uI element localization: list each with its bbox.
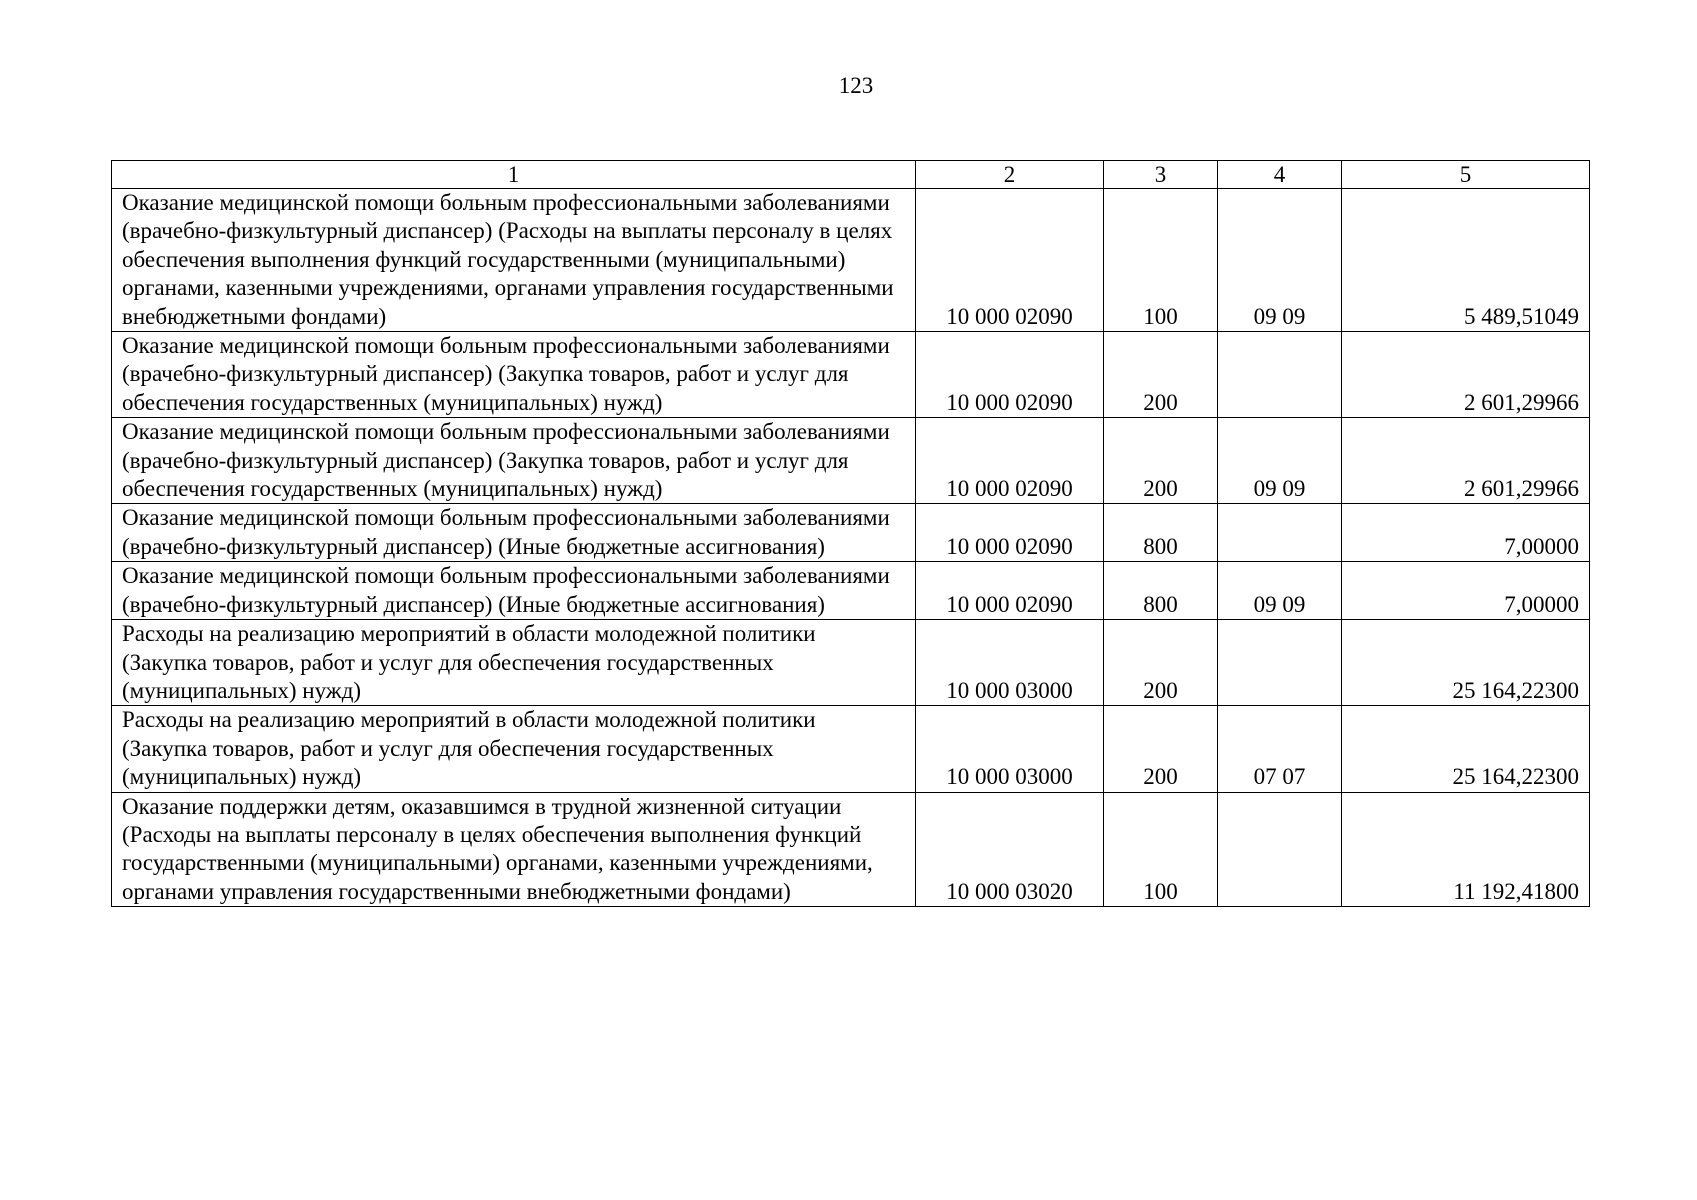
table-row (112, 562, 1590, 620)
amount-cell: 5 489,51049 (1342, 189, 1590, 332)
expense-type-cell: 200 (1104, 620, 1218, 706)
amount-cell: 11 192,41800 (1342, 792, 1590, 907)
expense-type-cell: 100 (1104, 792, 1218, 907)
section-subsection-cell: 09 09 (1218, 189, 1342, 332)
table-header-row (112, 161, 1590, 189)
expense-type-cell: 200 (1104, 418, 1218, 504)
amount-cell: 25 164,22300 (1342, 620, 1590, 706)
target-article-cell: 10 000 03020 (916, 792, 1104, 907)
expense-name-cell: Оказание медицинской помощи больным профессиональными заболеваниями (врачебно-физкультурный диспансер) (Иные бюджетные ассигнования) (112, 504, 916, 562)
target-article-cell: 10 000 02090 (916, 418, 1104, 504)
target-article-cell: 10 000 02090 (916, 189, 1104, 332)
target-article-cell: 10 000 02090 (916, 504, 1104, 562)
target-article-cell: 10 000 02090 (916, 332, 1104, 418)
column-header-3: 3 (1104, 161, 1218, 189)
expense-type-cell: 100 (1104, 189, 1218, 332)
table-row (112, 504, 1590, 562)
amount-cell: 7,00000 (1342, 562, 1590, 620)
column-header-1: 1 (112, 161, 916, 189)
page-number: 123 (838, 73, 874, 98)
expense-type-cell: 200 (1104, 332, 1218, 418)
expense-name-cell: Расходы на реализацию мероприятий в области молодежной политики (Закупка товаров, работ и услуг для обеспечения государственных (муниципальных) нужд) (112, 706, 916, 792)
section-subsection-cell: 09 09 (1218, 562, 1342, 620)
expense-name-cell: Оказание медицинской помощи больным профессиональными заболеваниями (врачебно-физкультурный диспансер) (Закупка товаров, работ и услуг для обеспечения государственных (муниципальных) нужд) (112, 332, 916, 418)
table-row (112, 620, 1590, 706)
amount-cell: 25 164,22300 (1342, 706, 1590, 792)
section-subsection-cell (1218, 792, 1342, 907)
section-subsection-cell: 07 07 (1218, 706, 1342, 792)
table-row (112, 189, 1590, 332)
budget-table (111, 160, 1590, 907)
table-row (112, 706, 1590, 792)
section-subsection-cell: 09 09 (1218, 418, 1342, 504)
section-subsection-cell (1218, 332, 1342, 418)
expense-name-cell: Расходы на реализацию мероприятий в области молодежной политики (Закупка товаров, работ и услуг для обеспечения государственных (муниципальных) нужд) (112, 620, 916, 706)
expense-name-cell: Оказание медицинской помощи больным профессиональными заболеваниями (врачебно-физкультурный диспансер) (Закупка товаров, работ и услуг для обеспечения государственных (муниципальных) нужд) (112, 418, 916, 504)
section-subsection-cell (1218, 504, 1342, 562)
column-header-4: 4 (1218, 161, 1342, 189)
column-header-2: 2 (916, 161, 1104, 189)
expense-name-cell: Оказание медицинской помощи больным профессиональными заболеваниями (врачебно-физкультурный диспансер) (Иные бюджетные ассигнования) (112, 562, 916, 620)
expense-name-cell: Оказание медицинской помощи больным профессиональными заболеваниями (врачебно-физкультурный диспансер) (Расходы на выплаты персоналу в целях обеспечения выполнения функций государственными (муниципальными) органами, казенными учреждениями, органами управления государственными внебюджетными фондами) (112, 189, 916, 332)
expense-type-cell: 800 (1104, 504, 1218, 562)
target-article-cell: 10 000 03000 (916, 706, 1104, 792)
target-article-cell: 10 000 02090 (916, 562, 1104, 620)
table-row (112, 332, 1590, 418)
column-header-5: 5 (1342, 161, 1590, 189)
amount-cell: 2 601,29966 (1342, 332, 1590, 418)
expense-name-cell: Оказание поддержки детям, оказавшимся в трудной жизненной ситуации (Расходы на выплаты персоналу в целях обеспечения выполнения функций государственными (муниципальными) органами, казенными учреждениями, органами управления государственными внебюджетными фондами) (112, 792, 916, 907)
amount-cell: 2 601,29966 (1342, 418, 1590, 504)
table-row (112, 792, 1590, 907)
expense-type-cell: 200 (1104, 706, 1218, 792)
target-article-cell: 10 000 03000 (916, 620, 1104, 706)
amount-cell: 7,00000 (1342, 504, 1590, 562)
section-subsection-cell (1218, 620, 1342, 706)
table-row (112, 418, 1590, 504)
expense-type-cell: 800 (1104, 562, 1218, 620)
